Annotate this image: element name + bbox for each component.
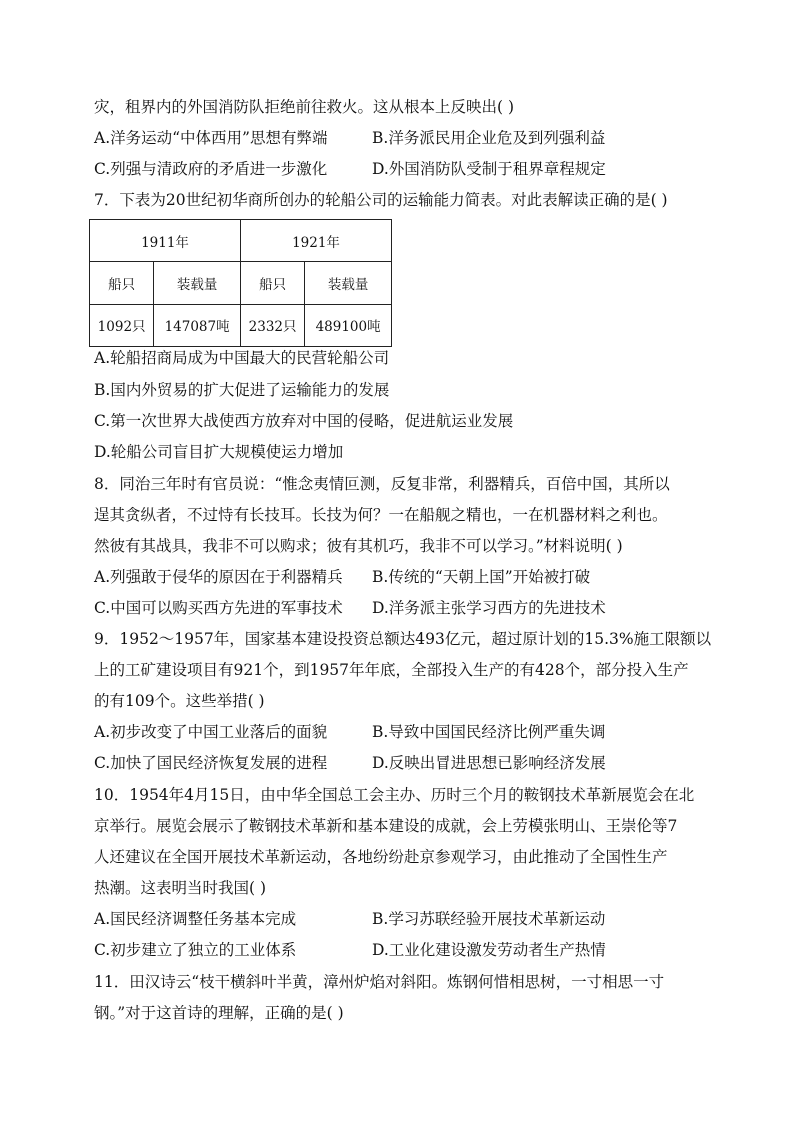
table-col-load-1911: 装载量 bbox=[154, 262, 241, 304]
q8-stem-line-1: 8．同治三年时有官员说：“惟念夷情叵测，反复非常，利器精兵，百倍中国，其所以 bbox=[94, 475, 670, 493]
q9-stem-line-1: 9．1952～1957年，国家基本建设投资总额达493亿元，超过原计划的15.3%施工限额以 bbox=[94, 630, 712, 648]
shipping-capacity-table bbox=[89, 219, 392, 347]
q10-stem-line-4: 热潮。这表明当时我国( ) bbox=[94, 879, 267, 897]
q6-option-d: D.外国消防队受制于租界章程规定 bbox=[372, 160, 606, 178]
table-cell-load-1911: 147087吨 bbox=[154, 304, 241, 346]
q6-option-a: A.洋务运动“中体西用”思想有弊端 bbox=[94, 129, 328, 147]
q6-stem-tail: 灾，租界内的外国消防队拒绝前往救火。这从根本上反映出( ) bbox=[94, 98, 515, 116]
q10-option-a: A.国民经济调整任务基本完成 bbox=[94, 910, 297, 928]
q10-option-b: B.学习苏联经验开展技术革新运动 bbox=[372, 910, 606, 928]
table-cell-ships-1921: 2332只 bbox=[240, 304, 304, 346]
table-header-1911: 1911年 bbox=[90, 220, 241, 262]
q8-stem-line-3: 然彼有其战具，我非不可以购求；彼有其机巧，我非不可以学习。”材料说明( ) bbox=[94, 537, 623, 555]
q7-option-b: B.国内外贸易的扩大促进了运输能力的发展 bbox=[94, 381, 390, 399]
table-col-load-1921: 装载量 bbox=[305, 262, 392, 304]
q11-stem-line-2: 钢。”对于这首诗的理解，正确的是( ) bbox=[94, 1004, 344, 1022]
q10-option-c: C.初步建立了独立的工业体系 bbox=[94, 941, 297, 959]
q10-stem-line-3: 人还建议在全国开展技术革新运动，各地纷纷赴京参观学习，由此推动了全国性生产 bbox=[94, 848, 668, 866]
q10-stem-line-2: 京举行。展览会展示了鞍钢技术革新和基本建设的成就，会上劳模张明山、王崇伦等7 bbox=[94, 817, 678, 835]
table-cell-ships-1911: 1092只 bbox=[90, 304, 154, 346]
table-cell-load-1921: 489100吨 bbox=[305, 304, 392, 346]
q6-option-c: C.列强与清政府的矛盾进一步激化 bbox=[94, 160, 328, 178]
q7-option-d: D.轮船公司盲目扩大规模使运力增加 bbox=[94, 443, 344, 461]
q8-option-d: D.洋务派主张学习西方的先进技术 bbox=[372, 599, 606, 617]
q7-stem: 7．下表为20世纪初华商所创办的轮船公司的运输能力简表。对此表解读正确的是( ) bbox=[94, 191, 668, 209]
q10-option-d: D.工业化建设激发劳动者生产热情 bbox=[372, 941, 606, 959]
q9-option-c: C.加快了国民经济恢复发展的进程 bbox=[94, 754, 328, 772]
q11-stem-line-1: 11．田汉诗云“枝干横斜叶半黄，漳州炉焰对斜阳。炼钢何惜相思树，一寸相思一寸 bbox=[94, 973, 665, 991]
q9-option-a: A.初步改变了中国工业落后的面貌 bbox=[94, 723, 328, 741]
q7-option-a: A.轮船招商局成为中国最大的民营轮船公司 bbox=[94, 349, 390, 367]
q8-option-a: A.列强敢于侵华的原因在于利器精兵 bbox=[94, 568, 343, 586]
q8-stem-line-2: 逞其贪纵者，不过恃有长技耳。长技为何？一在船舰之精也，一在机器材料之利也。 bbox=[94, 506, 668, 524]
q7-option-c: C.第一次世界大战使西方放弃对中国的侵略，促进航运业发展 bbox=[94, 412, 514, 430]
q6-option-b: B.洋务派民用企业危及到列强利益 bbox=[372, 129, 606, 147]
q9-stem-line-3: 的有109个。这些举措( ) bbox=[94, 692, 265, 710]
q10-stem-line-1: 10．1954年4月15日，由中华全国总工会主办、历时三个月的鞍钢技术革新展览会在北 bbox=[94, 786, 695, 804]
q9-stem-line-2: 上的工矿建设项目有921个，到1957年年底，全部投入生产的有428个，部分投入生产 bbox=[94, 661, 689, 679]
table-col-ships-1921: 船只 bbox=[240, 262, 304, 304]
q8-option-b: B.传统的“天朝上国”开始被打破 bbox=[372, 568, 591, 586]
table-header-1921: 1921年 bbox=[240, 220, 391, 262]
q9-option-b: B.导致中国国民经济比例严重失调 bbox=[372, 723, 606, 741]
q9-option-d: D.反映出冒进思想已影响经济发展 bbox=[372, 754, 606, 772]
q8-option-c: C.中国可以购买西方先进的军事技术 bbox=[94, 599, 343, 617]
table-col-ships-1911: 船只 bbox=[90, 262, 154, 304]
